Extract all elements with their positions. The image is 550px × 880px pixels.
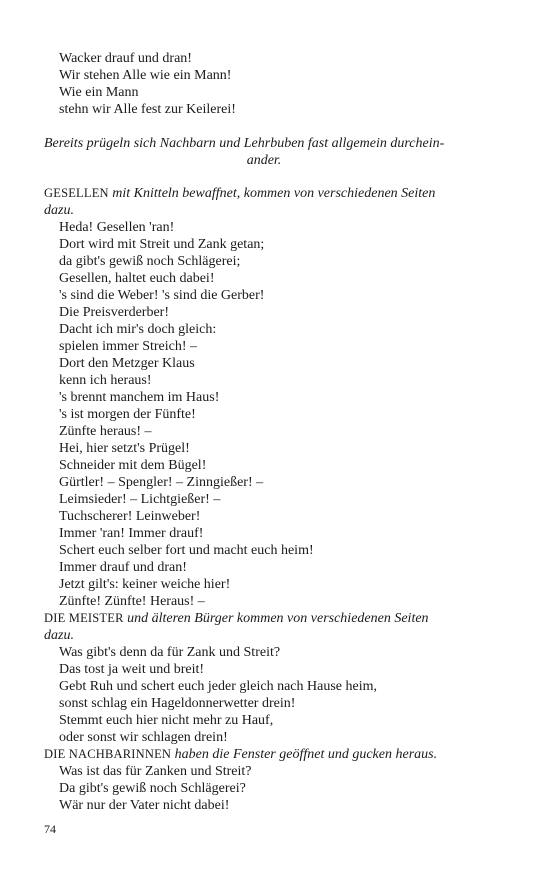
speaker-direction <box>44 746 484 763</box>
stage-direction-line: ander. <box>246 153 282 168</box>
verse-block-opening <box>44 50 484 118</box>
verse-line: Was ist das für Zanken und Streit? <box>59 764 252 779</box>
verse-line: 's sind die Weber! 's sind die Gerber! <box>59 288 265 303</box>
verse-line: kenn ich heraus! <box>59 373 152 388</box>
verse-line: Zünfte heraus! – <box>59 424 152 439</box>
verse-line: da gibt's gewiß noch Schlägerei; <box>59 254 241 269</box>
verse-line: Immer drauf und dran! <box>59 560 187 575</box>
verse-line: Gürtler! – Spengler! – Zinngießer! – <box>59 475 264 490</box>
speaker-name: GESELLEN <box>44 186 109 200</box>
direction-text: mit Knitteln bewaffnet, kommen von verschiedenen Seiten <box>112 186 436 201</box>
verse-line: Hei, hier setzt's Prügel! <box>59 441 190 456</box>
verse-line: Zünfte! Zünfte! Heraus! – <box>59 594 205 609</box>
verse-line: Dort wird mit Streit und Zank getan; <box>59 237 265 252</box>
direction-text: haben die Fenster geöffnet und gucken heraus. <box>174 747 438 762</box>
page-number: 74 <box>44 822 56 836</box>
verse-line: Wär nur der Vater nicht dabei! <box>59 798 230 813</box>
speaker-direction <box>44 610 484 627</box>
verse-line: 's brennt manchem im Haus! <box>59 390 220 405</box>
verse-line: 's ist morgen der Fünfte! <box>59 407 196 422</box>
verse-line: Das tost ja weit und breit! <box>59 662 205 677</box>
verse-line: Leimsieder! – Lichtgießer! – <box>59 492 221 507</box>
verse-line: stehn wir Alle fest zur Keilerei! <box>59 102 236 117</box>
verse-line: sonst schlag ein Hageldonnerwetter drein! <box>59 696 296 711</box>
verse-line: Stemmt euch hier nicht mehr zu Hauf, <box>59 713 274 728</box>
verse-line: Heda! Gesellen 'ran! <box>59 220 175 235</box>
verse-line: Die Preisverderber! <box>59 305 170 320</box>
verse-line: Da gibt's gewiß noch Schlägerei? <box>59 781 246 796</box>
verse-line: Gesellen, haltet euch dabei! <box>59 271 215 286</box>
verse-line: Wacker drauf und dran! <box>59 51 192 66</box>
speaker-name: DIE MEISTER <box>44 611 124 625</box>
verse-line: Dort den Metzger Klaus <box>59 356 195 371</box>
verse-line: Gebt Ruh und schert euch jeder gleich nach Hause heim, <box>59 679 378 694</box>
stage-direction-line: Bereits prügeln sich Nachbarn und Lehrbuben fast allgemein durchein- <box>44 136 445 151</box>
verse-line: Wie ein Mann <box>59 85 139 100</box>
verse-line: Immer 'ran! Immer drauf! <box>59 526 204 541</box>
direction-text: dazu. <box>44 203 74 218</box>
verse-line: spielen immer Streich! – <box>59 339 198 354</box>
direction-text: dazu. <box>44 628 74 643</box>
verse-line: oder sonst wir schlagen drein! <box>59 730 228 745</box>
verse-line: Tuchscherer! Leinweber! <box>59 509 201 524</box>
speaker-direction <box>44 185 484 202</box>
direction-text: und älteren Bürger kommen von verschiedenen Seiten <box>127 611 429 626</box>
speaker-name: DIE NACHBARINNEN <box>44 747 172 761</box>
verse-line: Schert euch selber fort und macht euch heim! <box>59 543 314 558</box>
verse-line: Schneider mit dem Bügel! <box>59 458 207 473</box>
verse-line: Dacht ich mir's doch gleich: <box>59 322 217 337</box>
verse-line: Was gibt's denn da für Zank und Streit? <box>59 645 281 660</box>
gesellen-section <box>44 185 484 814</box>
verse-line: Wir stehen Alle wie ein Mann! <box>59 68 232 83</box>
verse-line: Jetzt gilt's: keiner weiche hier! <box>59 577 231 592</box>
stage-direction <box>44 135 484 169</box>
